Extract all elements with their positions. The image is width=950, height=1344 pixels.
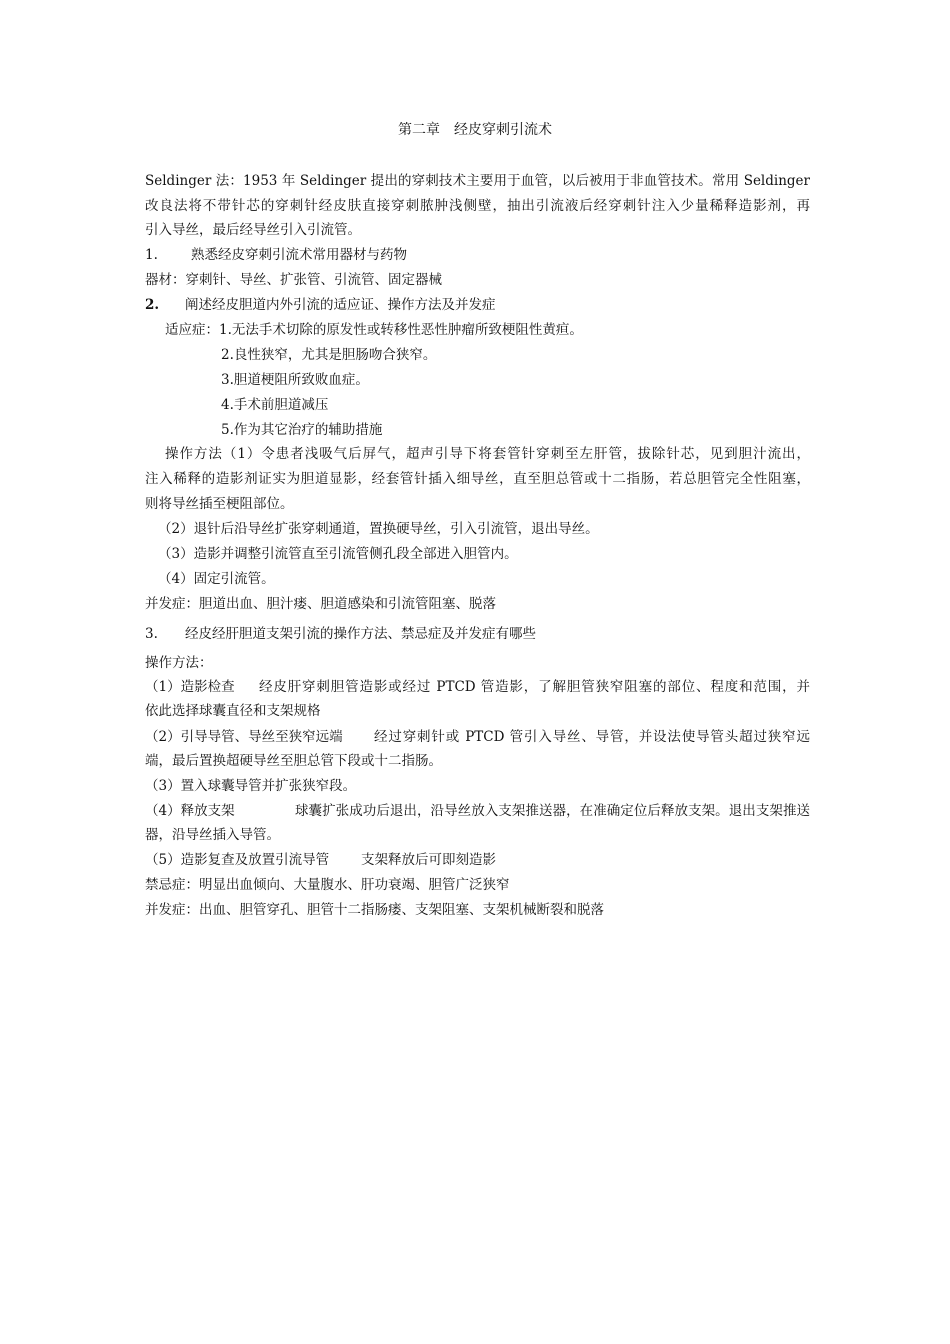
paragraph-line: 并发症：出血、胆管穿孔、胆管十二指肠瘘、支架阻塞、支架机械断裂和脱落 [145, 902, 604, 918]
paragraph-line: 注入稀释的造影剂证实为胆道显影，经套管针插入细导丝，直至胆总管或十二指肠，若总胆管完全性阻塞， [145, 471, 810, 487]
paragraph-line: 器材：穿刺针、导丝、扩张管、引流管、固定器械 [145, 272, 442, 288]
page-title: 第二章 经皮穿刺引流术 [398, 122, 552, 138]
paragraph-line: 操作方法： [145, 655, 213, 671]
paragraph-line: 并发症：胆道出血、胆汁瘘、胆道感染和引流管阻塞、脱落 [145, 596, 496, 612]
section-number: 2. [145, 297, 160, 313]
step-text: 支架释放后可即刻造影 [361, 852, 496, 868]
step-line: （2）退针后沿导丝扩张穿刺通道，置换硬导丝，引入引流管，退出导丝。 [158, 521, 599, 537]
section-number: 3. [145, 626, 158, 642]
indication-line: 5.作为其它治疗的辅助措施 [221, 422, 383, 438]
paragraph-line: 器，沿导丝插入导管。 [145, 827, 280, 843]
paragraph-line: 操作方法（1）令患者浅吸气后屏气，超声引导下将套管针穿刺至左肝管，拔除针芯，见到胆汁流出， [165, 446, 810, 462]
step-line [145, 728, 810, 746]
paragraph-line: Seldinger 法：1953 年 Seldinger 提出的穿刺技术主要用于血管，以后被用于非血管技术。常用 Seldinger [145, 173, 810, 189]
step-text: 经皮肝穿刺胆管造影或经过 PTCD 管造影，了解胆管狭窄阻塞的部位、程度和范围，并 [259, 679, 810, 695]
paragraph-line: 依此选择球囊直径和支架规格 [145, 703, 321, 719]
step-label: （2）引导导管、导丝至狭窄远端 [145, 729, 343, 745]
indication-line: 3.胆道梗阻所致败血症。 [221, 372, 369, 388]
step-label: （5）造影复查及放置引流导管 [145, 852, 330, 868]
paragraph-line: 禁忌症：明显出血倾向、大量腹水、肝功衰竭、胆管广泛狭窄 [145, 877, 510, 893]
step-line [145, 678, 810, 696]
step-line: （3）造影并调整引流管直至引流管侧孔段全部进入胆管内。 [158, 546, 518, 562]
indication-line: 4.手术前胆道减压 [221, 397, 329, 413]
step-text: 经过穿刺针或 PTCD 管引入导丝、导管，并设法使导管头超过狭窄远 [374, 729, 810, 745]
section-heading-text: 经皮经肝胆道支架引流的操作方法、禁忌症及并发症有哪些 [185, 626, 536, 642]
paragraph-line: 改良法将不带针芯的穿刺针经皮肤直接穿刺脓肿浅侧壁，抽出引流液后经穿刺针注入少量稀释造影剂，再 [145, 198, 810, 214]
section-number: 1. [145, 247, 158, 263]
step-label: （1）造影检查 [145, 679, 235, 695]
section-heading-text: 熟悉经皮穿刺引流术常用器材与药物 [191, 247, 407, 263]
paragraph-line: 引入导丝，最后经导丝引入引流管。 [145, 222, 361, 238]
indication-line: 2.良性狭窄，尤其是胆肠吻合狭窄。 [221, 347, 437, 363]
step-text: 球囊扩张成功后退出，沿导丝放入支架推送器，在准确定位后释放支架。退出支架推送 [295, 803, 810, 819]
step-line [145, 802, 810, 820]
indication-line: 适应症：1.无法手术切除的原发性或转移性恶性肿瘤所致梗阻性黄疸。 [165, 322, 583, 338]
step-line: （3）置入球囊导管并扩张狭窄段。 [145, 778, 357, 794]
step-line: （4）固定引流管。 [158, 571, 275, 587]
step-line [145, 851, 810, 869]
paragraph-line: 端，最后置换超硬导丝至胆总管下段或十二指肠。 [145, 753, 442, 769]
section-heading-text: 阐述经皮胆道内外引流的适应证、操作方法及并发症 [185, 297, 496, 313]
section-heading-3 [145, 625, 810, 643]
section-heading-2 [145, 296, 810, 314]
step-label: （4）释放支架 [145, 803, 235, 819]
paragraph-line: 则将导丝插至梗阻部位。 [145, 496, 294, 512]
section-heading-1 [145, 246, 810, 264]
